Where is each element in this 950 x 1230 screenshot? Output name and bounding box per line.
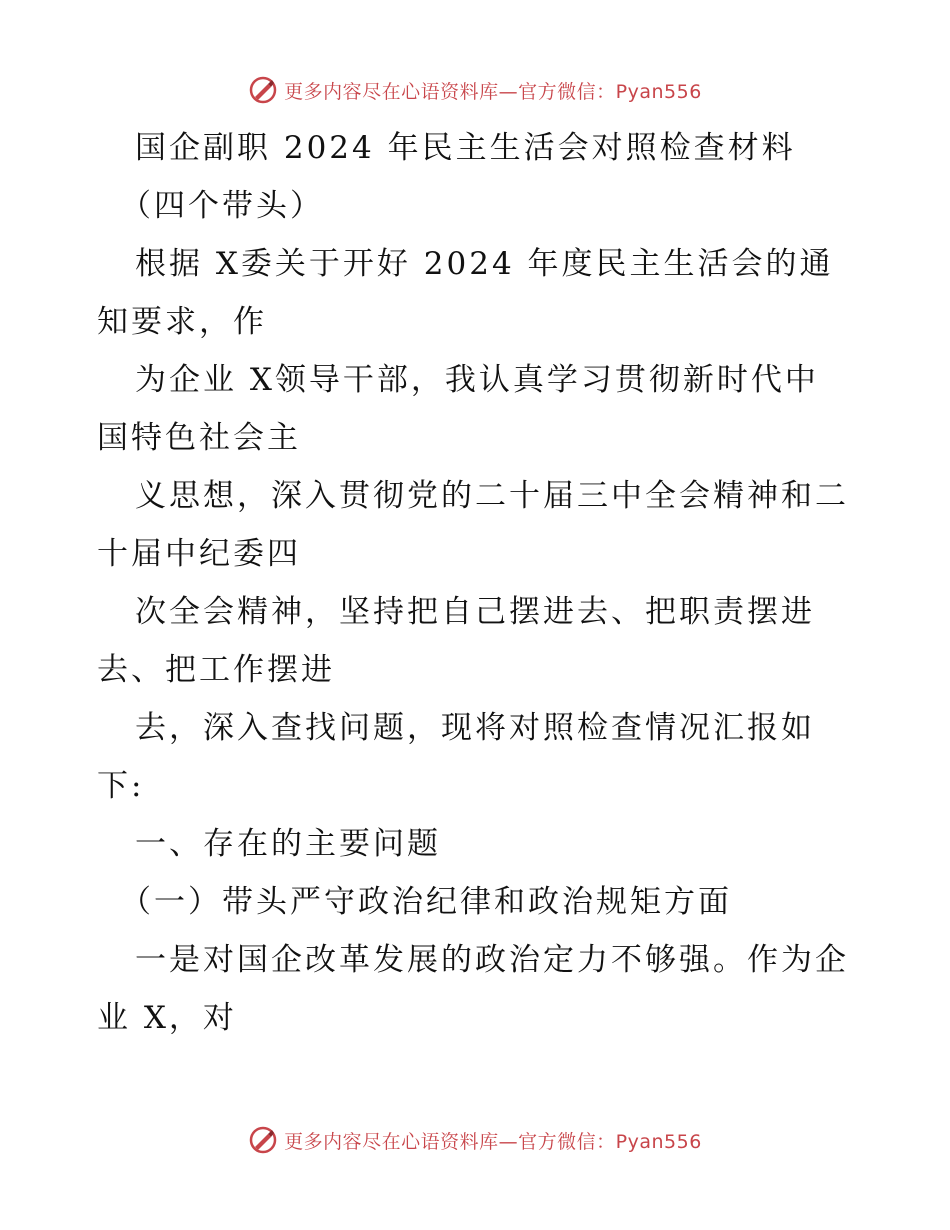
paragraph-line: 义思想，深入贯彻党的二十届三中全会精神和二 bbox=[135, 478, 849, 514]
document-title: 国企副职 2024 年民主生活会对照检查材料 bbox=[135, 130, 796, 166]
footer-watermark bbox=[0, 1120, 950, 1160]
paragraph-line: 业 X，对 bbox=[97, 1000, 237, 1036]
pen-logo-icon bbox=[248, 75, 278, 105]
paragraph-line: 去，深入查找问题，现将对照检查情况汇报如 bbox=[135, 710, 815, 746]
paragraph-line: 去、把工作摆进 bbox=[97, 652, 335, 688]
paragraph-line: 根据 X委关于开好 2024 年度民主生活会的通 bbox=[135, 246, 834, 282]
paragraph-line: 次全会精神，坚持把自己摆进去、把职责摆进 bbox=[135, 594, 815, 630]
paragraph-line: 下: bbox=[97, 768, 145, 804]
section-heading: 一、存在的主要问题 bbox=[135, 826, 441, 862]
paragraph-line: 一是对国企改革发展的政治定力不够强。作为企 bbox=[135, 942, 849, 978]
subsection-heading: （一）带头严守政治纪律和政治规矩方面 bbox=[120, 884, 732, 920]
header-watermark bbox=[0, 70, 950, 110]
watermark-text: 更多内容尽在心语资料库—官方微信：Pyan556 bbox=[284, 1130, 702, 1153]
paragraph-line: 知要求，作 bbox=[97, 304, 267, 340]
pen-logo-icon bbox=[248, 1125, 278, 1155]
document-subtitle: （四个带头） bbox=[120, 188, 324, 224]
paragraph-line: 国特色社会主 bbox=[97, 420, 301, 456]
paragraph-line: 为企业 X领导干部，我认真学习贯彻新时代中 bbox=[135, 362, 819, 398]
watermark-text: 更多内容尽在心语资料库—官方微信：Pyan556 bbox=[284, 80, 702, 103]
paragraph-line: 十届中纪委四 bbox=[97, 536, 301, 572]
